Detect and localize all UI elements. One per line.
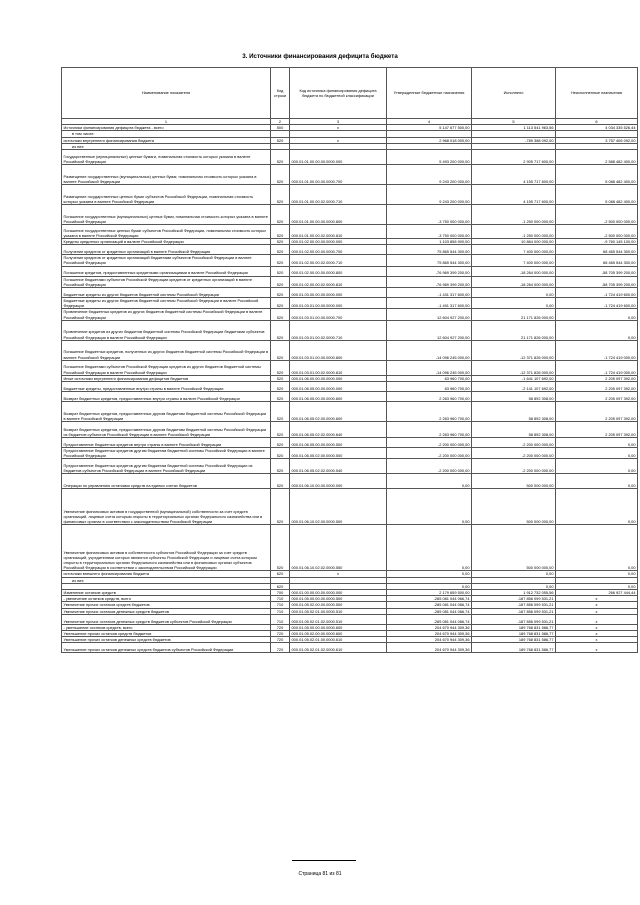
row-kbk: 000.01.06.05.02.00.0000.600 bbox=[290, 402, 387, 422]
row-code: 520 bbox=[271, 402, 290, 422]
row-name: Получение кредитов от кредитных организаций в валюте Российской Федерации bbox=[62, 245, 271, 255]
row-approved: 5 147 677 500,00 bbox=[387, 125, 472, 131]
row-kbk: 000.01.01.00.00.02.0000.710 bbox=[290, 185, 387, 205]
row-unexecuted: -58 705 399 200,00 bbox=[556, 276, 638, 287]
row-unexecuted: -1 724 419 000,00 bbox=[556, 340, 638, 360]
row-code: 520 bbox=[271, 448, 290, 459]
row-code: 720 bbox=[271, 637, 290, 643]
row-executed: -12 371 826 000,00 bbox=[472, 360, 556, 375]
row-kbk: 000.01.02.00.00.00.0000.800 bbox=[290, 266, 387, 276]
row-kbk: 000.01.06.05.00.00.0000.000 bbox=[290, 382, 387, 392]
row-unexecuted: 0,00 bbox=[556, 309, 638, 320]
header-approved: Утвержденные бюджетные назначения bbox=[387, 68, 472, 119]
row-name: Увеличение финансовых активов в собственности субъектов Российской Федерации за счет средств организаций, учредителями которых являются субъекты Российской Федерации и лицевые счета которым открыты в территориальных органах Федерального казначейства или в финансовых органах субъектов Российской Федерации в соответствии с законодательством Российской Федерации bbox=[62, 525, 271, 571]
footer-divider bbox=[292, 860, 356, 861]
row-executed: 58 892 308,00 bbox=[472, 392, 556, 402]
row-executed: 21 171 826 000,00 bbox=[472, 309, 556, 320]
row-approved: -285 081 044 066,74 bbox=[387, 602, 472, 608]
row-code: 520 bbox=[271, 150, 290, 165]
row-name: Операции по управлению остатками средств на единых счетах бюджетов bbox=[62, 474, 271, 489]
row-code: 520 bbox=[271, 276, 290, 287]
row-code: 710 bbox=[271, 602, 290, 608]
row-unexecuted: 0,00 bbox=[556, 474, 638, 489]
row-code: 720 bbox=[271, 643, 290, 653]
row-approved: 5 493 200 000,00 bbox=[387, 150, 472, 165]
row-approved: 63 960 700,00 bbox=[387, 382, 472, 392]
row-kbk: 000.01.01.00.00.02.0000.810 bbox=[290, 225, 387, 239]
row-unexecuted: x bbox=[556, 631, 638, 637]
row-unexecuted: x bbox=[556, 637, 638, 643]
row-code: 710 bbox=[271, 608, 290, 614]
row-kbk: 000.01.05.02.00.00.0000.500 bbox=[290, 602, 387, 608]
table-row bbox=[62, 459, 638, 474]
row-unexecuted: 2 205 097 392,00 bbox=[556, 382, 638, 392]
row-approved: 2 263 960 700,00 bbox=[387, 422, 472, 438]
table-row bbox=[62, 402, 638, 422]
financing-sources-table bbox=[61, 67, 638, 653]
row-approved: 2 968 018 000,00 bbox=[387, 137, 472, 143]
row-approved: 2 179 659 500,00 bbox=[387, 590, 472, 596]
row-code: 520 bbox=[271, 205, 290, 225]
table-row bbox=[62, 245, 638, 255]
table-row bbox=[62, 225, 638, 239]
table-row bbox=[62, 525, 638, 571]
row-unexecuted: 2 205 097 392,00 bbox=[556, 402, 638, 422]
table-row bbox=[62, 255, 638, 266]
row-code: 520 bbox=[271, 382, 290, 392]
table-body bbox=[62, 125, 638, 653]
row-name: в том числе: bbox=[62, 131, 271, 137]
row-code: 520 bbox=[271, 489, 290, 525]
table-row bbox=[62, 288, 638, 298]
row-unexecuted: x bbox=[556, 643, 638, 653]
row-kbk: 000.01.05.02.01.02.0000.610 bbox=[290, 643, 387, 653]
row-executed: -1 250 000 000,00 bbox=[472, 205, 556, 225]
table-row bbox=[62, 392, 638, 402]
row-approved: -285 081 044 066,74 bbox=[387, 614, 472, 624]
row-code: 520 bbox=[271, 255, 290, 266]
row-name: Привлечение бюджетных кредитов из других бюджетов бюджетной системы Российской Федерации в валюте Российской Федерации bbox=[62, 309, 271, 320]
row-name: Увеличение финансовых активов в государственной (муниципальной) собственности за счет средств организаций, лицевые счета которым открыты в территориальных органах Федерального казначейства или в финансовых органах в соответствии с законодательством Российской Федерации bbox=[62, 489, 271, 525]
row-code: 520 bbox=[271, 459, 290, 474]
row-code: 710 bbox=[271, 596, 290, 602]
row-name: Государственные (муниципальные) ценные бумаги, номинальная стоимость которых указана в валюте Российской Федерации bbox=[62, 150, 271, 165]
header-kbk: Код источника финансирования дефицита бюджета по бюджетной классификации bbox=[290, 68, 387, 119]
table-row bbox=[62, 205, 638, 225]
row-name: Получение кредитов от кредитных организаций бюджетами субъектов Российской Федерации в валюте Российской Федерации bbox=[62, 255, 271, 266]
table-row bbox=[62, 340, 638, 360]
row-code: 710 bbox=[271, 614, 290, 624]
row-kbk: 000.01.06.10.02.02.0000.550 bbox=[290, 525, 387, 571]
row-kbk: 000.01.03.01.00.02.0000.810 bbox=[290, 360, 387, 375]
row-approved: 9 243 200 000,00 bbox=[387, 185, 472, 205]
row-unexecuted: 5 088 482 400,00 bbox=[556, 165, 638, 185]
row-code: 520 bbox=[271, 288, 290, 298]
row-code: 520 bbox=[271, 309, 290, 320]
table-row bbox=[62, 643, 638, 653]
row-unexecuted: x bbox=[556, 596, 638, 602]
row-unexecuted: x bbox=[556, 624, 638, 630]
row-executed: -1 641 107 692,00 bbox=[472, 375, 556, 381]
row-name: Погашение бюджетами субъектов Российской Федерации кредитов из других бюджетов бюджетной системы Российской Федерации в валюте Российской Федерации bbox=[62, 360, 271, 375]
row-executed: -2 200 000 000,00 bbox=[472, 438, 556, 448]
row-approved: 2 263 960 700,00 bbox=[387, 402, 472, 422]
table-row bbox=[62, 438, 638, 448]
row-approved: -14 096 245 000,00 bbox=[387, 340, 472, 360]
row-name: Бюджетные кредиты, предоставленные внутри страны в валюте Российской Федерации bbox=[62, 382, 271, 392]
row-executed: 0,00 bbox=[472, 583, 556, 589]
row-name: Погашение государственных (муниципальных) ценных бумаг, номинальная стоимость которых указана в валюте Российской Федерации bbox=[62, 205, 271, 225]
row-executed: 1 912 732 055,56 bbox=[472, 590, 556, 596]
row-approved: 0,00 bbox=[387, 474, 472, 489]
row-kbk: 000.01.02.00.00.00.0000.000 bbox=[290, 239, 387, 245]
row-executed: 7 400 000 000,00 bbox=[472, 255, 556, 266]
row-kbk: x bbox=[290, 137, 387, 143]
row-name: из них: bbox=[62, 577, 271, 583]
row-kbk: 000.01.02.00.00.00.0000.700 bbox=[290, 245, 387, 255]
row-approved: 1 103 858 900,00 bbox=[387, 239, 472, 245]
row-name: Бюджетные кредиты из других бюджетов бюджетной системы Российской Федерации bbox=[62, 288, 271, 298]
column-number: 4 bbox=[387, 119, 472, 125]
row-unexecuted: 3 757 406 092,00 bbox=[556, 137, 638, 143]
row-name: Погашение бюджетных кредитов, полученных из других бюджетов бюджетной системы Российской Федерации в валюте Российской Федерации bbox=[62, 340, 271, 360]
row-executed: 189 768 831 586,77 bbox=[472, 624, 556, 630]
row-unexecuted: 0,00 bbox=[556, 571, 638, 577]
row-name: Иные источники внутреннего финансирования дефицитов бюджетов bbox=[62, 375, 271, 381]
row-unexecuted: 68 465 544 300,00 bbox=[556, 255, 638, 266]
row-name: Кредиты кредитных организаций в валюте Российской Федерации bbox=[62, 239, 271, 245]
header-name: Наименование показателя bbox=[62, 68, 271, 119]
row-executed: 4 155 717 600,00 bbox=[472, 165, 556, 185]
row-executed: 189 768 831 586,77 bbox=[472, 637, 556, 643]
row-name: Предоставление бюджетных кредитов внутри страны в валюте Российской Федерации bbox=[62, 438, 271, 448]
table-row bbox=[62, 309, 638, 320]
row-executed: -12 371 826 000,00 bbox=[472, 340, 556, 360]
row-name: Размещение государственных (муниципальных) ценных бумаг, номинальная стоимость которых указана в валюте Российской Федерации bbox=[62, 165, 271, 185]
table-row bbox=[62, 448, 638, 459]
row-name: Возврат бюджетных кредитов, предоставленных другим бюджетам бюджетной системы Российской Федерации в валюте Российской Федерации bbox=[62, 402, 271, 422]
table-row bbox=[62, 150, 638, 165]
column-number: 3 bbox=[290, 119, 387, 125]
row-kbk: 000.01.01.00.00.00.0000.800 bbox=[290, 205, 387, 225]
row-approved: -1 431 317 600,00 bbox=[387, 288, 472, 298]
row-kbk: 000.01.01.00.00.00.0000.000 bbox=[290, 150, 387, 165]
row-unexecuted: 2 205 097 392,00 bbox=[556, 422, 638, 438]
table-row bbox=[62, 474, 638, 489]
row-approved: 204 670 944 309,36 bbox=[387, 643, 472, 653]
row-name: источники внутреннего финансирования бюджета bbox=[62, 137, 271, 143]
row-kbk: 000.01.05.02.01.00.0000.610 bbox=[290, 637, 387, 643]
row-unexecuted: 5 088 482 400,00 bbox=[556, 185, 638, 205]
row-executed: -2 200 000 000,00 bbox=[472, 459, 556, 474]
section-title: 3. Источники финансирования дефицита бюджета bbox=[242, 53, 398, 60]
row-approved: 2 263 960 700,00 bbox=[387, 392, 472, 402]
table-row bbox=[62, 266, 638, 276]
row-approved: -2 200 000 000,00 bbox=[387, 438, 472, 448]
row-unexecuted: 2 588 482 400,00 bbox=[556, 150, 638, 165]
row-code: 520 bbox=[271, 360, 290, 375]
row-name: Увеличение прочих остатков средств бюджетов bbox=[62, 602, 271, 608]
row-kbk: 000.01.02.00.00.02.0000.710 bbox=[290, 255, 387, 266]
row-kbk: 000.01.00.00.00.00.0000.000 bbox=[290, 590, 387, 596]
table-row bbox=[62, 422, 638, 438]
row-approved: 12 604 927 200,00 bbox=[387, 320, 472, 340]
row-executed: -1 250 000 000,00 bbox=[472, 225, 556, 239]
row-executed: 21 171 826 000,00 bbox=[472, 320, 556, 340]
table-row bbox=[62, 614, 638, 624]
row-executed: 500 000 000,00 bbox=[472, 525, 556, 571]
row-name: Предоставление бюджетных кредитов другим бюджетам бюджетной системы Российской Федерации из бюджетов субъектов Российской Федерации в валюте Российской Федерации bbox=[62, 459, 271, 474]
row-unexecuted: -9 760 145 100,00 bbox=[556, 239, 638, 245]
row-name: Бюджетные кредиты из других бюджетов бюджетной системы Российской Федерации в валюте Российской Федерации bbox=[62, 298, 271, 309]
row-executed: 1 113 541 963,56 bbox=[472, 125, 556, 131]
table-row bbox=[62, 320, 638, 340]
row-approved: 0,00 bbox=[387, 489, 472, 525]
row-unexecuted: -1 724 419 600,00 bbox=[556, 298, 638, 309]
row-executed: 500 000 000,00 bbox=[472, 474, 556, 489]
row-name: Погашение бюджетами субъектов Российской Федерации кредитов от кредитных организаций в валюте Российской Федерации bbox=[62, 276, 271, 287]
row-executed: 0,00 bbox=[472, 298, 556, 309]
row-name: Погашение государственных ценных бумаг субъектов Российской Федерации, номинальная стоимость которых указана в валюте Российской Федерации bbox=[62, 225, 271, 239]
table-row bbox=[62, 382, 638, 392]
row-code: 520 bbox=[271, 474, 290, 489]
row-approved: -14 096 245 000,00 bbox=[387, 360, 472, 375]
row-name: Возврат бюджетных кредитов, предоставленных внутри страны в валюте Российской Федерации bbox=[62, 392, 271, 402]
row-code: 520 bbox=[271, 298, 290, 309]
row-executed: -789 388 092,00 bbox=[472, 137, 556, 143]
row-name: Возврат бюджетных кредитов, предоставленных другим бюджетам бюджетной системы Российской Федерации из бюджетов субъектов Российской Федерации в валюте Российской Федерации bbox=[62, 422, 271, 438]
row-executed: 189 768 831 586,77 bbox=[472, 643, 556, 653]
row-unexecuted: 4 034 335 526,44 bbox=[556, 125, 638, 131]
row-kbk: 000.01.06.05.02.00.0000.500 bbox=[290, 448, 387, 459]
row-kbk: 000.01.06.05.02.02.0000.540 bbox=[290, 459, 387, 474]
table-row bbox=[62, 185, 638, 205]
row-name: Предоставление бюджетных кредитов другим бюджетам бюджетной системы Российской Федерации в валюте Российской Федерации bbox=[62, 448, 271, 459]
row-executed: 500 000 000,00 bbox=[472, 489, 556, 525]
row-kbk: 000.01.03.01.00.00.0000.000 bbox=[290, 298, 387, 309]
row-unexecuted: x bbox=[556, 614, 638, 624]
row-unexecuted: 0,00 bbox=[556, 489, 638, 525]
row-unexecuted: 2 205 097 392,00 bbox=[556, 375, 638, 381]
row-code: 520 bbox=[271, 392, 290, 402]
header-executed: Исполнено bbox=[472, 68, 556, 119]
row-name: Привлечение кредитов из других бюджетов бюджетной системы Российской Федерации бюджетами субъектов Российской Федерации в валюте Российской Федерации bbox=[62, 320, 271, 340]
row-kbk: 000.01.05.02.01.02.0000.510 bbox=[290, 614, 387, 624]
row-code: 520 bbox=[271, 340, 290, 360]
row-code: 620 bbox=[271, 571, 290, 577]
row-name: Источники финансирования дефицита бюджета - всего bbox=[62, 125, 271, 131]
row-kbk: 000.01.03.00.00.00.0000.000 bbox=[290, 288, 387, 298]
row-approved: -76 969 399 200,00 bbox=[387, 266, 472, 276]
row-name: Уменьшение прочих остатков средств бюджетов bbox=[62, 631, 271, 637]
row-executed: -18 264 000 000,00 bbox=[472, 276, 556, 287]
row-name: Размещение государственных ценных бумаг субъектов Российской Федерации, номинальная стоимость которых указана в валюте Российской Федерации bbox=[62, 185, 271, 205]
row-approved: -3 750 000 000,00 bbox=[387, 205, 472, 225]
row-approved: 204 670 944 309,36 bbox=[387, 637, 472, 643]
page-number: Страница 81 из 81 bbox=[298, 871, 342, 877]
row-unexecuted: -1 724 419 600,00 bbox=[556, 288, 638, 298]
row-unexecuted: -2 500 000 000,00 bbox=[556, 225, 638, 239]
row-approved: -2 200 000 000,00 bbox=[387, 459, 472, 474]
row-unexecuted: 0,00 bbox=[556, 525, 638, 571]
row-approved: 0,00 bbox=[387, 571, 472, 577]
row-approved: 75 865 544 300,00 bbox=[387, 255, 472, 266]
row-kbk: 000.01.06.05.02.02.0000.640 bbox=[290, 422, 387, 438]
row-approved: 63 960 700,00 bbox=[387, 375, 472, 381]
row-unexecuted: 0,00 bbox=[556, 448, 638, 459]
row-name: - увеличение остатков средств, всего bbox=[62, 596, 271, 602]
row-executed: 0,00 bbox=[472, 571, 556, 577]
row-code: 520 bbox=[271, 225, 290, 239]
row-approved: 0,00 bbox=[387, 583, 472, 589]
column-number: 6 bbox=[556, 119, 638, 125]
row-unexecuted: -2 500 000 000,00 bbox=[556, 205, 638, 225]
row-kbk: 000.01.06.10.02.00.0000.500 bbox=[290, 489, 387, 525]
table-row bbox=[62, 276, 638, 287]
row-name: из них: bbox=[62, 143, 271, 149]
column-number: 5 bbox=[472, 119, 556, 125]
row-code: 520 bbox=[271, 320, 290, 340]
row-executed: 58 892 308,00 bbox=[472, 422, 556, 438]
row-code: 720 bbox=[271, 631, 290, 637]
row-executed: -187 856 099 531,21 bbox=[472, 596, 556, 602]
header-code: Код строки bbox=[271, 68, 290, 119]
row-code: 520 bbox=[271, 165, 290, 185]
row-code: 520 bbox=[271, 137, 290, 143]
row-code: 700 bbox=[271, 590, 290, 596]
row-name: Уменьшение прочих остатков денежных средств бюджетов bbox=[62, 637, 271, 643]
row-approved: 0,00 bbox=[387, 525, 472, 571]
row-unexecuted: 266 927 444,44 bbox=[556, 590, 638, 596]
row-unexecuted: 0,00 bbox=[556, 583, 638, 589]
row-name: Погашение кредитов, предоставленных кредитными организациями в валюте Российской Федерации bbox=[62, 266, 271, 276]
row-code: 520 bbox=[271, 422, 290, 438]
row-kbk: 000.01.05.02.01.00.0000.510 bbox=[290, 608, 387, 614]
table-header-row bbox=[62, 68, 638, 119]
row-executed: 7 400 000 000,00 bbox=[472, 245, 556, 255]
row-executed: -2 200 000 000,00 bbox=[472, 448, 556, 459]
row-kbk: 000.01.06.05.00.00.0000.500 bbox=[290, 438, 387, 448]
row-executed: -187 856 099 531,21 bbox=[472, 614, 556, 624]
row-executed: 189 768 831 586,77 bbox=[472, 631, 556, 637]
row-unexecuted: 0,00 bbox=[556, 320, 638, 340]
column-number: 1 bbox=[62, 119, 271, 125]
table-row bbox=[62, 489, 638, 525]
row-code: 520 bbox=[271, 185, 290, 205]
row-unexecuted: 0,00 bbox=[556, 459, 638, 474]
row-approved: -3 750 000 000,00 bbox=[387, 225, 472, 239]
row-executed: -187 856 099 531,21 bbox=[472, 602, 556, 608]
row-kbk: 000.01.06.00.00.00.0000.000 bbox=[290, 375, 387, 381]
row-executed: 10 864 000 000,00 bbox=[472, 239, 556, 245]
row-code: 520 bbox=[271, 239, 290, 245]
row-code: 620 bbox=[271, 583, 290, 589]
row-name: - уменьшение остатков средств, всего bbox=[62, 624, 271, 630]
row-executed: 2 905 717 600,00 bbox=[472, 150, 556, 165]
table-row bbox=[62, 298, 638, 309]
row-kbk: 000.01.02.00.00.02.0000.810 bbox=[290, 276, 387, 287]
row-kbk: 000.01.03.01.00.02.0000.710 bbox=[290, 320, 387, 340]
row-unexecuted: 2 205 097 392,00 bbox=[556, 392, 638, 402]
row-kbk: x bbox=[290, 571, 387, 577]
row-code: 520 bbox=[271, 525, 290, 571]
row-executed: -2 141 107 692,00 bbox=[472, 382, 556, 392]
row-code: 520 bbox=[271, 266, 290, 276]
row-kbk: 000.01.05.02.00.00.0000.600 bbox=[290, 631, 387, 637]
header-unexecuted: Неисполненные назначения bbox=[556, 68, 638, 119]
column-number: 2 bbox=[271, 119, 290, 125]
row-approved: 9 243 200 000,00 bbox=[387, 165, 472, 185]
row-unexecuted: -58 705 399 200,00 bbox=[556, 266, 638, 276]
row-name: источники внешнего финансирования бюджета bbox=[62, 571, 271, 577]
row-approved: -1 491 317 600,00 bbox=[387, 298, 472, 309]
row-approved: 204 670 944 309,36 bbox=[387, 624, 472, 630]
row-executed: 4 155 717 600,00 bbox=[472, 185, 556, 205]
row-unexecuted: x bbox=[556, 608, 638, 614]
row-kbk: 000.01.05.00.00.00.0000.600 bbox=[290, 624, 387, 630]
row-kbk: 000.01.01.00.00.00.0000.700 bbox=[290, 165, 387, 185]
table-row bbox=[62, 360, 638, 375]
row-code: 720 bbox=[271, 624, 290, 630]
row-name: Уменьшение прочих остатков денежных средств бюджетов субъектов Российской Федерации bbox=[62, 643, 271, 653]
row-name: Увеличение прочих остатков денежных средств бюджетов субъектов Российской Федерации bbox=[62, 614, 271, 624]
row-executed: -18 264 000 000,00 bbox=[472, 266, 556, 276]
row-kbk: 000.01.03.01.00.00.0000.800 bbox=[290, 340, 387, 360]
row-approved: -2 200 000 000,00 bbox=[387, 448, 472, 459]
table-row bbox=[62, 165, 638, 185]
row-approved: 204 670 944 309,36 bbox=[387, 631, 472, 637]
row-approved: -76 969 399 200,00 bbox=[387, 276, 472, 287]
row-name: Изменение остатков средств bbox=[62, 590, 271, 596]
row-executed: -187 856 099 531,21 bbox=[472, 608, 556, 614]
row-kbk: 000.01.06.05.00.00.0000.600 bbox=[290, 392, 387, 402]
row-executed: 0,00 bbox=[472, 288, 556, 298]
row-kbk: 000.01.05.00.00.00.0000.500 bbox=[290, 596, 387, 602]
row-code: 520 bbox=[271, 438, 290, 448]
row-code: 520 bbox=[271, 245, 290, 255]
row-approved: -285 081 044 066,74 bbox=[387, 596, 472, 602]
row-approved: -285 081 044 066,74 bbox=[387, 608, 472, 614]
row-unexecuted: 0,00 bbox=[556, 438, 638, 448]
row-name: Увеличение прочих остатков денежных средств бюджетов bbox=[62, 608, 271, 614]
row-code: 520 bbox=[271, 375, 290, 381]
row-kbk: 000.01.03.01.00.00.0000.700 bbox=[290, 309, 387, 320]
row-unexecuted: 68 465 544 300,00 bbox=[556, 245, 638, 255]
row-approved: 12 604 927 200,00 bbox=[387, 309, 472, 320]
row-approved: 75 865 544 300,00 bbox=[387, 245, 472, 255]
row-kbk: 000.01.06.10.00.00.0000.000 bbox=[290, 474, 387, 489]
row-executed: 58 892 308,00 bbox=[472, 402, 556, 422]
row-code: 500 bbox=[271, 125, 290, 131]
row-kbk: x bbox=[290, 125, 387, 131]
row-unexecuted: x bbox=[556, 602, 638, 608]
row-unexecuted: -1 724 419 000,00 bbox=[556, 360, 638, 375]
